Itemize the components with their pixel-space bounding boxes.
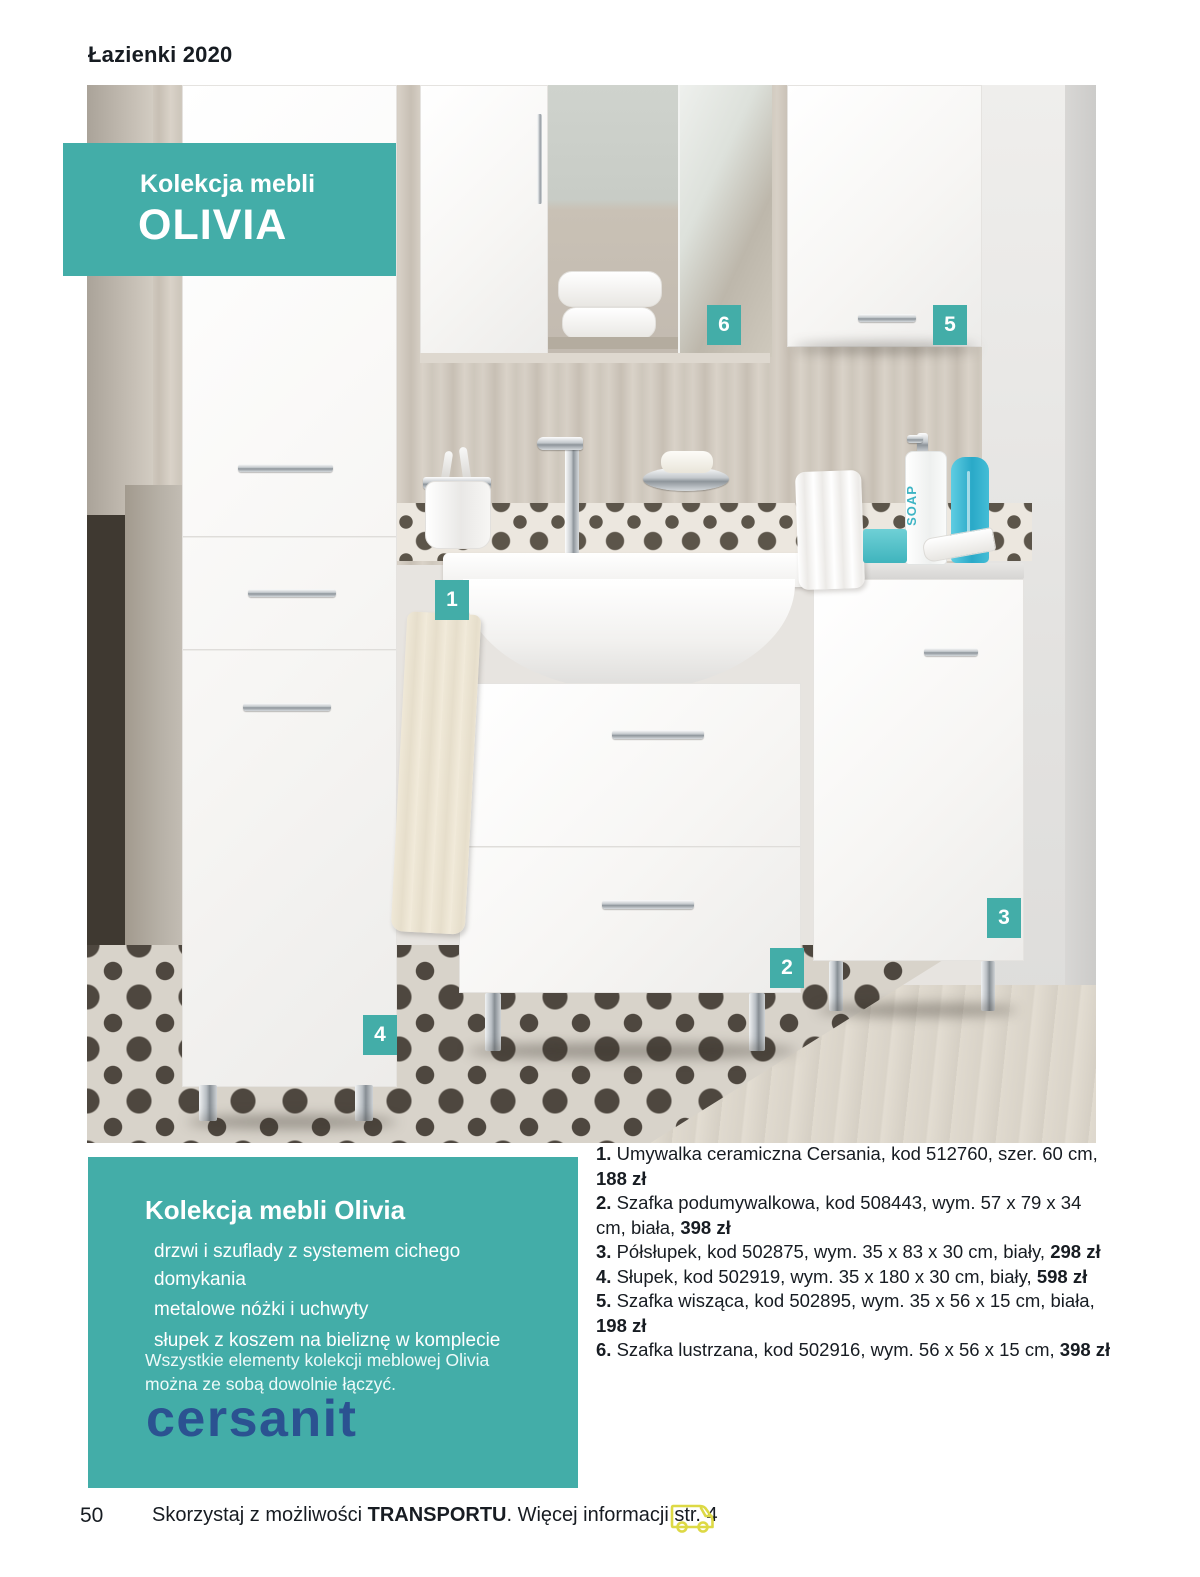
product-price: 598 zł xyxy=(1036,1265,1088,1287)
drawer-handle xyxy=(602,900,694,909)
cabinet-handle xyxy=(243,703,331,711)
product-description: Szafka lustrzana, kod 502916, wym. 56 x 56 x 15 cm, xyxy=(611,1339,1060,1360)
faucet-spout xyxy=(537,437,583,450)
page-footer xyxy=(0,1498,1200,1538)
soap-dispenser-nozzle xyxy=(907,435,923,443)
vanity-shadow xyxy=(467,1043,797,1059)
wall-cabinet-handle xyxy=(858,314,916,322)
feature-item: drzwi i szuflady z systemem cichego domykania xyxy=(154,1241,461,1290)
product-description: Półsłupek, kod 502875, wym. 35 x 83 x 30 cm, biały, xyxy=(611,1241,1051,1262)
feature-item: metalowe nóżki i uchwyty xyxy=(154,1299,369,1321)
cabinet-divider xyxy=(183,536,396,538)
product-row xyxy=(596,1338,1111,1363)
product-number: 5. xyxy=(596,1290,612,1311)
photo-marker-2: 2 xyxy=(770,948,804,988)
product-number: 3. xyxy=(596,1241,612,1262)
catalog-edition-title: Łazienki 2020 xyxy=(88,42,233,67)
feature-list xyxy=(154,1235,504,1354)
collection-banner xyxy=(63,143,396,276)
photo-marker-4: 4 xyxy=(363,1015,397,1055)
cabinet-handle xyxy=(238,464,333,472)
collection-info-box xyxy=(88,1157,578,1488)
product-description: Szafka podumywalkowa, kod 508443, wym. 57 x 79 x 34 cm, biała, xyxy=(596,1192,1082,1238)
product-description: Szafka wisząca, kod 502895, wym. 35 x 56 x 15 cm, biała, xyxy=(611,1290,1095,1311)
product-price: 398 zł xyxy=(1059,1339,1111,1360)
product-description: Słupek, kod 502919, wym. 35 x 180 x 30 cm, biały, xyxy=(611,1265,1037,1287)
side-cabinet-handle xyxy=(924,648,978,656)
mirror-cabinet-door xyxy=(420,85,548,357)
vanity-cabinet xyxy=(459,683,801,993)
cosmetic-box xyxy=(863,529,907,563)
product-row xyxy=(596,1240,1111,1265)
shelf-board xyxy=(548,337,678,349)
delivery-van-icon xyxy=(668,1498,718,1536)
transport-note-bold: TRANSPORTU xyxy=(367,1504,507,1526)
cersanit-logo: cersanit xyxy=(146,1390,358,1448)
product-number: 4. xyxy=(596,1265,612,1287)
shelf-towel xyxy=(562,307,656,339)
collection-banner-subtitle: Kolekcja mebli xyxy=(140,170,316,198)
product-row xyxy=(596,1191,1111,1240)
feature-item: słupek z koszem na bieliznę w komplecie xyxy=(154,1329,501,1351)
product-row xyxy=(596,1289,1111,1338)
side-cabinet-leg xyxy=(829,961,843,1011)
product-price: 298 zł xyxy=(1050,1241,1101,1262)
drawer-divider xyxy=(460,846,800,848)
cabinet-shadow xyxy=(187,1115,397,1129)
cabinet-leg xyxy=(199,1085,217,1121)
product-price: 198 zł xyxy=(596,1314,647,1336)
product-number: 2. xyxy=(596,1192,612,1213)
product-price: 398 zł xyxy=(680,1216,731,1238)
photo-marker-1: 1 xyxy=(435,580,469,620)
hanging-towel-white xyxy=(795,470,865,590)
faucet xyxy=(565,437,579,559)
transport-note xyxy=(152,1504,718,1527)
washbasin-bowl xyxy=(463,579,795,691)
info-box-title: Kolekcja mebli Olivia xyxy=(145,1195,406,1225)
soap-bottle-label: SOAP xyxy=(903,485,919,526)
product-description: Umywalka ceramiczna Cersania, kod 512760, szer. 60 cm, xyxy=(611,1143,1098,1164)
product-row xyxy=(596,1265,1111,1290)
collection-banner-title: OLIVIA xyxy=(138,201,288,249)
info-note-line: można ze sobą dowolnie łączyć. xyxy=(145,1373,396,1394)
product-number: 1. xyxy=(596,1143,612,1164)
product-number: 6. xyxy=(596,1339,612,1360)
soap-bar xyxy=(661,451,713,473)
info-note-line: Wszystkie elementy kolekcji meblowej Olivia xyxy=(145,1350,490,1370)
shelf-towel xyxy=(558,271,662,307)
product-price: 188 zł xyxy=(596,1167,647,1189)
photo-marker-6: 6 xyxy=(707,305,741,345)
page-number: 50 xyxy=(80,1504,104,1527)
transport-note-post: . Więcej informacji str. 4 xyxy=(506,1504,718,1526)
photo-marker-5: 5 xyxy=(933,305,967,345)
drawer-handle xyxy=(612,730,704,739)
product-list xyxy=(596,1142,1111,1363)
mirror-cabinet-open-shelf xyxy=(548,85,678,357)
side-cabinet-shadow xyxy=(817,1003,1017,1017)
photo-marker-3: 3 xyxy=(987,898,1021,938)
vanity-leg xyxy=(485,993,501,1051)
cabinet-handle xyxy=(248,589,336,597)
mirror-cabinet-bottom xyxy=(420,353,770,363)
transport-note-pre: Skorzystaj z możliwości xyxy=(152,1504,368,1526)
product-row xyxy=(596,1142,1111,1191)
cabinet-divider xyxy=(183,649,396,651)
toothbrush-cup xyxy=(425,481,491,549)
side-cabinet-leg xyxy=(981,961,995,1011)
mirror-cabinet-handle xyxy=(537,114,542,204)
vanity-leg xyxy=(749,993,765,1051)
